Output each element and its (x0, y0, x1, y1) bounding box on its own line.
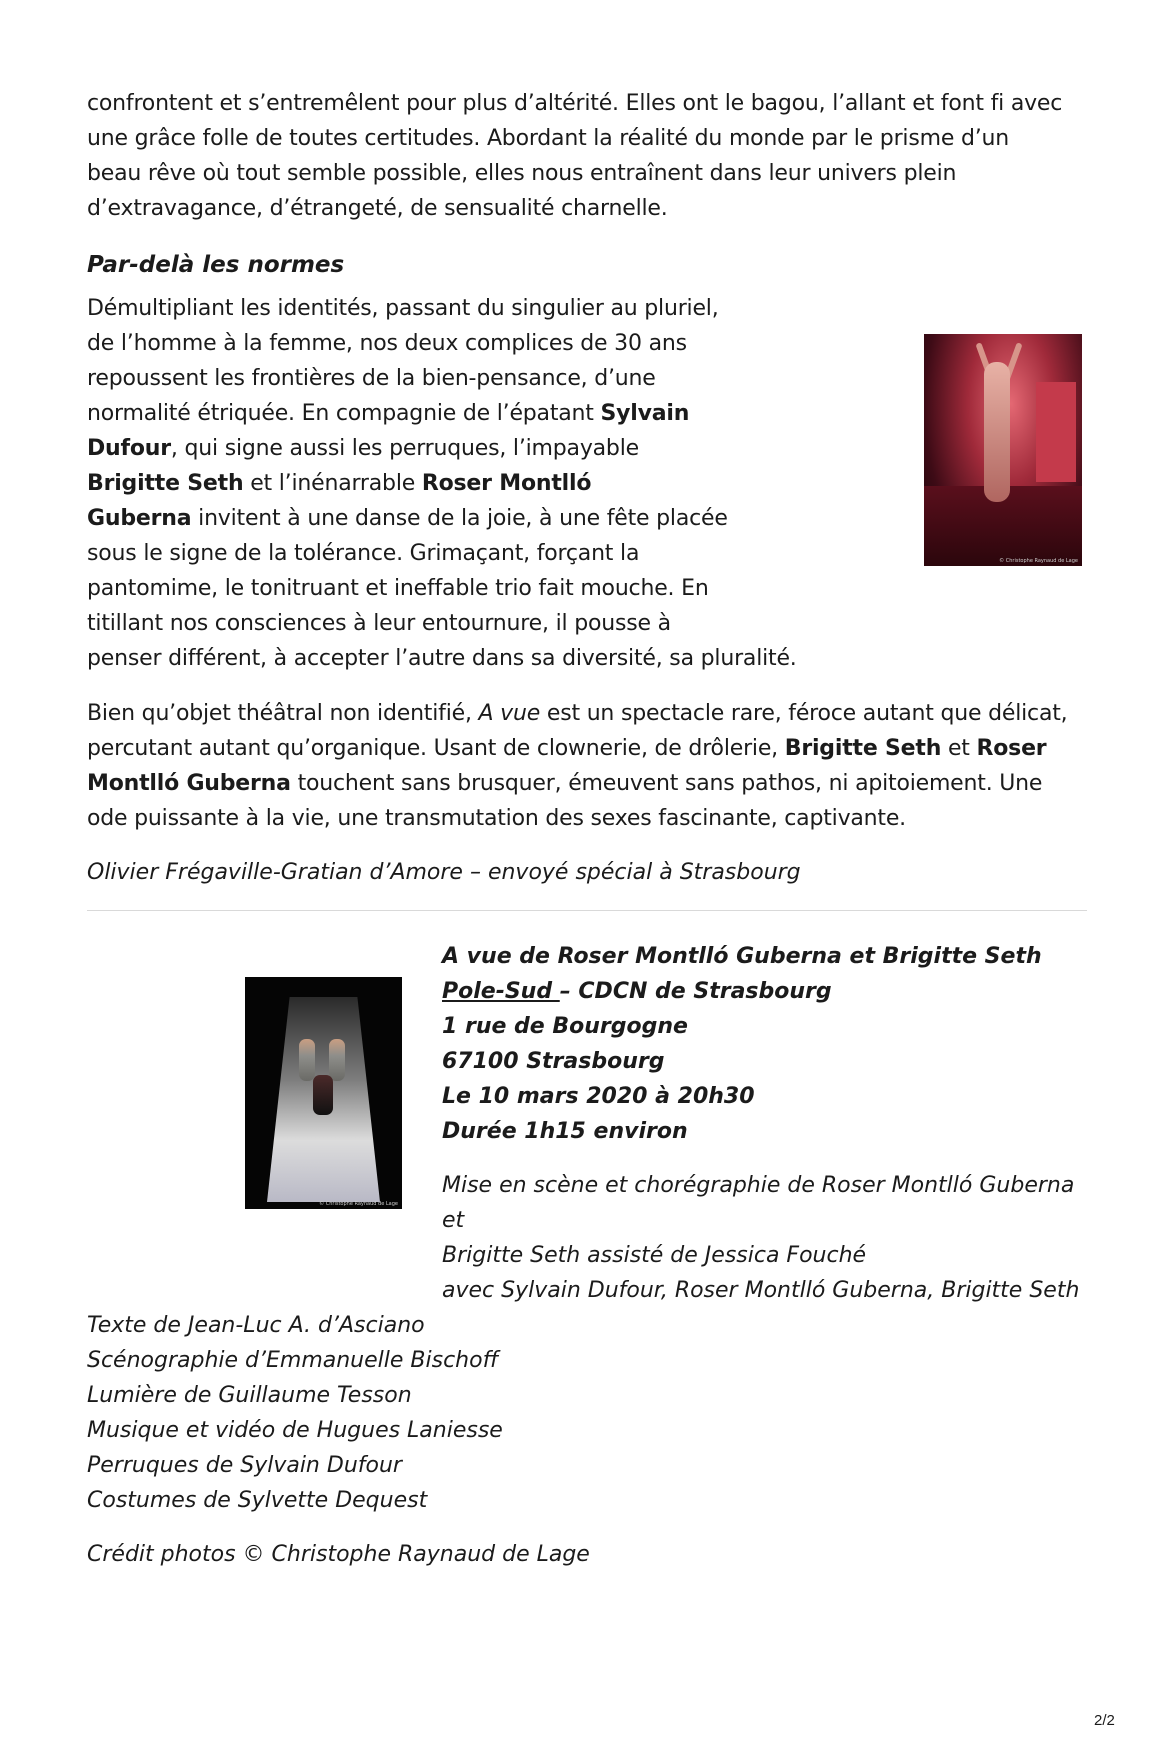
text-span: touchent sans brusquer, émeuvent sans pathos, ni apitoiement. Une (290, 771, 1043, 796)
venue-line (442, 974, 1087, 1009)
text-line: ode puissante à la vie, une transmutation des sexes fascinante, captivante. (87, 806, 906, 831)
address-line: 1 rue de Bourgogne (442, 1014, 688, 1039)
photo-figure (984, 362, 1010, 502)
photo-credit: Crédit photos © Christophe Raynaud de Lage (87, 1542, 590, 1567)
photo-figure (299, 1039, 315, 1081)
author-signature: Olivier Frégaville-Gratian d’Amore – envoyé spécial à Strasbourg (87, 860, 801, 885)
text-span: normalité étriquée. En compagnie de l’épatant (87, 401, 601, 426)
venue-link[interactable]: Pole-Sud (442, 979, 560, 1004)
venue-rest: – CDCN de Strasbourg (559, 979, 832, 1004)
city-line: 67100 Strasbourg (442, 1049, 665, 1074)
text-line: pantomime, le tonitruant et ineffable trio fait mouche. En (87, 576, 709, 601)
text-span: , qui signe aussi les perruques, l’impayable (170, 436, 639, 461)
credit-line: Perruques de Sylvain Dufour (87, 1453, 402, 1478)
intro-line: une grâce folle de toutes certitudes. Abordant la réalité du monde par le prisme d’un (87, 126, 1009, 151)
name-dufour: Dufour (87, 436, 171, 461)
name-montllo-guberna: Montlló Guberna (87, 771, 291, 796)
text-line: repoussent les frontières de la bien-pensance, d’une (87, 366, 656, 391)
name-roser: Roser (976, 736, 1047, 761)
photo-figure (329, 1039, 345, 1081)
name-brigitte-seth: Brigitte Seth (784, 736, 942, 761)
text-span: percutant autant qu’organique. Usant de clownerie, de drôlerie, (87, 736, 785, 761)
section-body (87, 291, 1087, 676)
name-sylvain: Sylvain (600, 401, 690, 426)
credit-line: Texte de Jean-Luc A. d’Asciano (87, 1313, 425, 1338)
show-title: A vue (478, 701, 541, 726)
text-line: Démultipliant les identités, passant du singulier au pluriel, (87, 296, 719, 321)
section-heading: Par-delà les normes (87, 252, 345, 278)
name-guberna: Guberna (87, 506, 192, 531)
text-line (87, 766, 1087, 801)
credit-line: Scénographie d’Emmanuelle Bischoff (87, 1348, 499, 1373)
date-line: Le 10 mars 2020 à 20h30 (442, 1084, 755, 1109)
text-line: sous le signe de la tolérance. Grimaçant, forçant la (87, 541, 640, 566)
spacer (442, 1149, 1087, 1168)
divider (87, 910, 1087, 911)
credit-line: Lumière de Guillaume Tesson (87, 1383, 412, 1408)
text-span: et (941, 736, 977, 761)
photo-credit-caption: © Christophe Raynaud de Lage (999, 558, 1078, 564)
duration-line: Durée 1h15 environ (442, 1119, 688, 1144)
text-span: est un spectacle rare, féroce autant que délicat, (540, 701, 1068, 726)
intro-line: d’extravagance, d’étrangeté, de sensualité charnelle. (87, 196, 668, 221)
intro-line: confrontent et s’entremêlent pour plus d’altérité. Elles ont le bagou, l’allant et font fi avec (87, 91, 1063, 116)
article-page (87, 86, 1087, 1572)
show-info (87, 939, 1087, 1572)
text-line (87, 696, 1087, 731)
stage-photo (245, 977, 402, 1209)
text-span: Bien qu’objet théâtral non identifié, (87, 701, 479, 726)
staging-line: Brigitte Seth assisté de Jessica Fouché (442, 1243, 867, 1268)
photo-figure (313, 1075, 333, 1115)
text-line: penser différent, à accepter l’autre dans sa diversité, sa pluralité. (87, 646, 797, 671)
text-line: titillant nos consciences à leur entournure, il pousse à (87, 611, 671, 636)
staging-line: Mise en scène et chorégraphie de Roser Montlló Guberna et (442, 1173, 1075, 1233)
show-title-line: A vue de Roser Montlló Guberna et Brigitte Seth (442, 944, 1042, 969)
dancer-photo (924, 334, 1082, 566)
intro-paragraph (87, 86, 1087, 226)
credits-list (87, 1308, 1087, 1518)
cast-line: avec Sylvain Dufour, Roser Montlló Guberna, Brigitte Seth (442, 1278, 1080, 1303)
intro-line: beau rêve où tout semble possible, elles nous entraînent dans leur univers plein (87, 161, 957, 186)
name-brigitte-seth: Brigitte Seth (87, 471, 244, 496)
photo-credit-caption: © Christophe Raynaud de Lage (319, 1201, 398, 1207)
text-line: de l’homme à la femme, nos deux complices de 30 ans (87, 331, 687, 356)
show-details (442, 939, 1087, 1308)
text-line (87, 731, 1087, 766)
credit-line: Costumes de Sylvette Dequest (87, 1488, 428, 1513)
paragraph-2 (87, 696, 1087, 836)
text-span: invitent à une danse de la joie, à une fête placée (191, 506, 728, 531)
text-span: et l’inénarrable (243, 471, 422, 496)
page-number: 2/2 (1094, 1712, 1115, 1729)
photo-panel (1036, 382, 1076, 482)
credit-line: Musique et vidéo de Hugues Laniesse (87, 1418, 503, 1443)
name-roser-montllo: Roser Montlló (421, 471, 592, 496)
